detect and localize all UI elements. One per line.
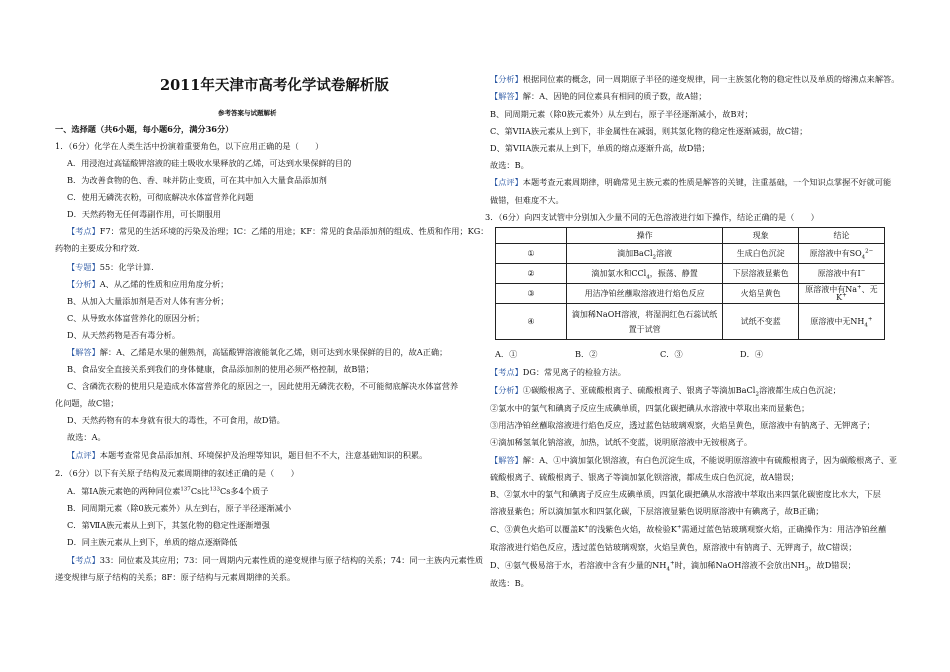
- q2-dianping-text: 本题考查元素周期律，明确常见主族元素的性质是解答的关键，注重基础，一个知识点掌握不好就可能: [522, 177, 892, 187]
- q2-kaodian-text: 33：同位素及其应用；73：同一周期内元素性质的递变规律与原子结构的关系；74：同一主族内元素性质: [99, 555, 484, 565]
- header-empty: [496, 228, 567, 244]
- jl-sub: 4: [861, 254, 866, 261]
- q2-jieda-a: 解：A、因铯的同位素具有相同的质子数，故A错；: [522, 91, 707, 101]
- q2-a-sup1: 137: [180, 486, 191, 493]
- row-op: [566, 244, 722, 264]
- q3-c1-sup2: +: [676, 524, 682, 531]
- q2-kaodian-cont: 递变规律与原子结构的关系；8F：原子结构与元素周期律的关系。: [55, 572, 296, 582]
- row-xx: 下层溶液显紫色: [723, 264, 799, 284]
- q3-jieda: [490, 456, 897, 464]
- q3-fenxi-1-post: 溶液都生成白色沉淀；: [758, 385, 841, 395]
- q2-jieda-b: B、同周期元素（除0族元素外）从左到右，原子半径逐渐减小，故B对；: [490, 109, 753, 119]
- q3-d-sub2: 3: [804, 566, 809, 573]
- q3-option-a: A．①: [495, 349, 518, 359]
- q3-jieda-a1: 解：A、①中滴加氯化钡溶液，有白色沉淀生成，不能说明原溶液中有硫酸根离子，因为碳酸根离子、亚: [522, 455, 898, 465]
- fenxi-tag: 【分析】: [490, 385, 523, 395]
- q3-c1-post: 需通过蓝色钴玻璃观察火焰，正确操作为：用洁净铂丝蘸: [681, 524, 887, 534]
- table-row: [496, 304, 885, 340]
- q3-kaodian-text: DG：常见离子的检验方法。: [522, 367, 626, 377]
- q3-jieda-d: [490, 560, 856, 573]
- row-num: ①: [496, 244, 567, 264]
- q2-dianping: [490, 178, 891, 186]
- q3-d-sub: 4: [666, 566, 670, 573]
- jl-pre: 原溶液中无NH: [810, 316, 865, 326]
- op-pre: 滴加BaCl: [617, 248, 653, 258]
- dianping-tag: 【点评】: [490, 177, 523, 187]
- q3-table: [495, 227, 885, 340]
- q2-jieda: [490, 92, 707, 100]
- q3-fenxi-1-pre: ①碳酸根离子、亚硫酸根离子、硫酸根离子、银离子等滴加BaCl: [522, 385, 756, 395]
- q3-option-c: C．③: [660, 349, 683, 359]
- jl-sub: 4: [864, 322, 868, 329]
- kaodian-tag: 【考点】: [67, 226, 100, 236]
- q1-option-a: A．用浸泡过高锰酸钾溶液的硅土吸收水果释放的乙烯，可达到水果保鲜的目的: [67, 158, 352, 168]
- fenxi-tag: 【分析】: [490, 74, 523, 84]
- header-xx: 现象: [723, 228, 799, 244]
- q3-c1-pre: C、③黄色火焰可以覆盖K: [490, 524, 585, 534]
- q2-kaodian: [67, 556, 483, 564]
- section-heading: 一、选择题（共6小题，每小题6分，满分36分）: [55, 124, 234, 134]
- q2-jieda-c: C、第VIIA族元素从上到下，非金属性在减弱，则其氢化物的稳定性逐渐减弱，故C错；: [490, 126, 808, 136]
- q1-jieda-c1: C、含磷洗衣粉的使用只是造成水体富营养化的原因之一，因此使用无磷洗衣粉，不可能彻底解决水体富营养: [67, 381, 459, 391]
- q3-answer: 故选：B。: [490, 578, 529, 588]
- q2-a-mid: Cs比: [190, 486, 210, 496]
- op-post: 溶液: [656, 248, 672, 258]
- q2-a-sup2: 133: [209, 486, 220, 493]
- q1-jieda-d: D、天然药物有的本身就有很大的毒性，不可食用，故D错。: [67, 415, 285, 425]
- page-subtitle: 参考答案与试题解析: [218, 109, 277, 117]
- q1-jieda-a: 解：A、乙烯是水果的催熟剂，高锰酸钾溶液能氧化乙烯，则可达到水果保鲜的目的，故A正确；: [99, 347, 448, 357]
- table-row: [496, 244, 885, 264]
- q3-stem: 3．（6分）向四支试管中分别加入少量不同的无色溶液进行如下操作，结论正确的是（ ）: [485, 212, 819, 222]
- q1-stem: 1．（6分）化学在人类生活中扮演着重要角色，以下应用正确的是（ ）: [55, 141, 324, 151]
- kaodian-tag: 【考点】: [490, 367, 523, 377]
- q1-zhuanti-text: 55：化学计算.: [99, 262, 154, 272]
- row-op: [566, 264, 722, 284]
- q2-option-a: [67, 487, 268, 495]
- q3-jieda-c1: [490, 525, 886, 533]
- q2-dianping-cont: 做错，但难度不大。: [490, 195, 564, 205]
- row-xx: 试纸不变蓝: [723, 304, 799, 340]
- q1-answer: 故选：A。: [67, 432, 106, 442]
- dianping-tag: 【点评】: [67, 450, 100, 460]
- jieda-tag: 【解答】: [490, 91, 523, 101]
- row-num: ④: [496, 304, 567, 340]
- row-jl: [798, 304, 884, 340]
- row-jl: [798, 284, 884, 304]
- q3-c1-sup: +: [584, 524, 589, 531]
- jl-sup2: +: [842, 291, 847, 298]
- fenxi-tag: 【分析】: [67, 279, 100, 289]
- q3-d-pre: D、④氨气极易溶于水，若溶液中含有少量的NH: [490, 560, 667, 570]
- zhuanti-tag: 【专题】: [67, 262, 100, 272]
- q1-fenxi-d: D、从天然药物是否有毒分析。: [67, 330, 181, 340]
- page-title: 2011年天津市高考化学试卷解析版: [160, 77, 389, 94]
- q1-fenxi-b: B、从加入大量添加剂是否对人体有害分析；: [67, 296, 229, 306]
- op-post: ，振荡、静置: [649, 268, 698, 278]
- q3-fenxi-4: ④滴加稀氢氧化钠溶液，加热，试纸不变蓝，说明原溶液中无铵根离子。: [490, 437, 753, 447]
- q2-option-c: C．第ⅦA族元素从上到下，其氢化物的稳定性逐渐增强: [67, 520, 270, 530]
- jl-sup: 2−: [865, 247, 874, 254]
- q3-c1-mid: 的浅紫色火焰，故检验K: [588, 524, 677, 534]
- q1-jieda-c2: 化问题，故C错；: [55, 398, 119, 408]
- q3-kaodian: [490, 368, 626, 376]
- q3-d-post: ，故D错误；: [808, 560, 856, 570]
- jl-sup: −: [860, 267, 866, 274]
- jl-post: 、无K: [836, 284, 878, 302]
- table-row: [496, 264, 885, 284]
- q1-option-d: D．天然药物无任何毒副作用，可长期服用: [67, 209, 221, 219]
- op-line2: 置于试管: [628, 324, 661, 334]
- op-pre: 滴加氯水和CCl: [591, 268, 647, 278]
- q3-fenxi-1-sub: 2: [755, 391, 759, 398]
- op-line1: 滴加稀NaOH溶液，将湿润红色石蕊试纸: [571, 309, 718, 319]
- jl-pre: 原溶液中有Na: [805, 284, 858, 294]
- q1-fenxi: [67, 280, 229, 288]
- q3-d-mid: 时，滴加稀NaOH溶液不会放出NH: [674, 560, 805, 570]
- q2-fenxi-text: 根据同位素的概念，同一周期原子半径的递变规律，同一主族氢化物的稳定性以及单质的熔沸点来解答。: [522, 74, 900, 84]
- header-jl: 结论: [798, 228, 884, 244]
- q2-jieda-d: D、第VIIA族元素从上到下，单质的熔点逐渐升高，故D错；: [490, 143, 710, 153]
- jl-pre: 原溶液中有I: [817, 268, 861, 278]
- jl-pre: 原溶液中有SO: [809, 248, 862, 258]
- q1-dianping-text: 本题考查常见食品添加剂、环境保护及治理等知识，题目但不不大，注意基础知识的积累。: [99, 450, 428, 460]
- row-op: [566, 304, 722, 340]
- row-jl: [798, 264, 884, 284]
- q1-kaodian-cont: 药物的主要成分和疗效.: [55, 243, 140, 253]
- q2-answer: 故选：B。: [490, 160, 529, 170]
- q1-option-b: B．为改善食物的色、香、味并防止变质，可在其中加入大量食品添加剂: [67, 175, 327, 185]
- q1-zhuanti: [67, 263, 154, 271]
- jieda-tag: 【解答】: [490, 455, 523, 465]
- jieda-tag: 【解答】: [67, 347, 100, 357]
- q2-option-d: D．同主族元素从上到下，单质的熔点逐渐降低: [67, 537, 238, 547]
- q3-jieda-b2: 溶液显紫色；所以滴加氯水和四氯化碳，下层溶液显紫色说明原溶液中有碘离子，故B正确；: [490, 506, 824, 516]
- op-sub: 2: [652, 254, 656, 261]
- q1-kaodian-text: F7：常见的生活环境的污染及治理；IC：乙烯的用途；KF：常见的食品添加剂的组成、性质和作用；KG：: [99, 226, 489, 236]
- q3-fenxi-2: ②氯水中的氯气和碘离子反应生成碘单质，四氯化碳把碘从水溶液中萃取出来而显紫色；: [490, 403, 810, 413]
- q2-a-post: Cs多4个质子: [219, 486, 269, 496]
- q1-fenxi-c: C、从导致水体富营养化的原因分析；: [67, 313, 205, 323]
- q1-option-c: C．使用无磷洗衣粉，可彻底解决水体富营养化问题: [67, 192, 254, 202]
- q2-option-b: B．同周期元素（除0族元素外）从左到右，原子半径逐渐减小: [67, 503, 292, 513]
- q1-dianping: [67, 451, 427, 459]
- header-op: 操作: [566, 228, 722, 244]
- kaodian-tag: 【考点】: [67, 555, 100, 565]
- q2-stem: 2．（6分）以下有关原子结构及元素周期律的叙述正确的是（ ）: [55, 468, 299, 478]
- row-num: ③: [496, 284, 567, 304]
- q2-fenxi: [490, 75, 899, 83]
- q3-option-b: B．②: [575, 349, 598, 359]
- q1-jieda-b: B、食品安全直接关系到我们的身体健康，食品添加剂的使用必须严格控制，故B错；: [67, 364, 374, 374]
- q3-jieda-b1: B、②氯水中的氯气和碘离子反应生成碘单质，四氯化碳把碘从水溶液中萃取出来四氯化碳密度比水大，下层: [490, 489, 881, 499]
- q3-jieda-c2: 取溶液进行焰色反应，透过蓝色钴玻璃观察，火焰呈黄色，原溶液中有钠离子、无钾离子，故C错误；: [490, 542, 857, 552]
- q3-option-d: D．④: [740, 349, 763, 359]
- jl-sup: +: [857, 283, 862, 290]
- row-op: 用洁净铂丝蘸取溶液进行焰色反应: [566, 284, 722, 304]
- jl-sup: +: [867, 315, 873, 322]
- q1-jieda: [67, 348, 447, 356]
- table-row: [496, 284, 885, 304]
- row-xx: 火焰呈黄色: [723, 284, 799, 304]
- op-sub: 4: [646, 274, 650, 281]
- table-header-row: [496, 228, 885, 244]
- q3-fenxi-3: ③用洁净铂丝蘸取溶液进行焰色反应，透过蓝色钴玻璃观察，火焰呈黄色，原溶液中有钠离子、无钾离子；: [490, 420, 875, 430]
- q1-fenxi-a: A、从乙烯的性质和应用角度分析；: [99, 279, 229, 289]
- q3-d-sup: +: [669, 560, 675, 567]
- q1-kaodian: [67, 227, 489, 235]
- row-jl: [798, 244, 884, 264]
- q3-jieda-a2: 硫酸根离子、硫酸根离子、银离子等滴加氯化钡溶液，都成生成白色沉淀，故A错误；: [490, 472, 799, 482]
- row-num: ②: [496, 264, 567, 284]
- q2-a-pre: A．第IA族元素铯的两种同位素: [67, 486, 181, 496]
- row-xx: 生成白色沉淀: [723, 244, 799, 264]
- q3-fenxi: [490, 385, 841, 398]
